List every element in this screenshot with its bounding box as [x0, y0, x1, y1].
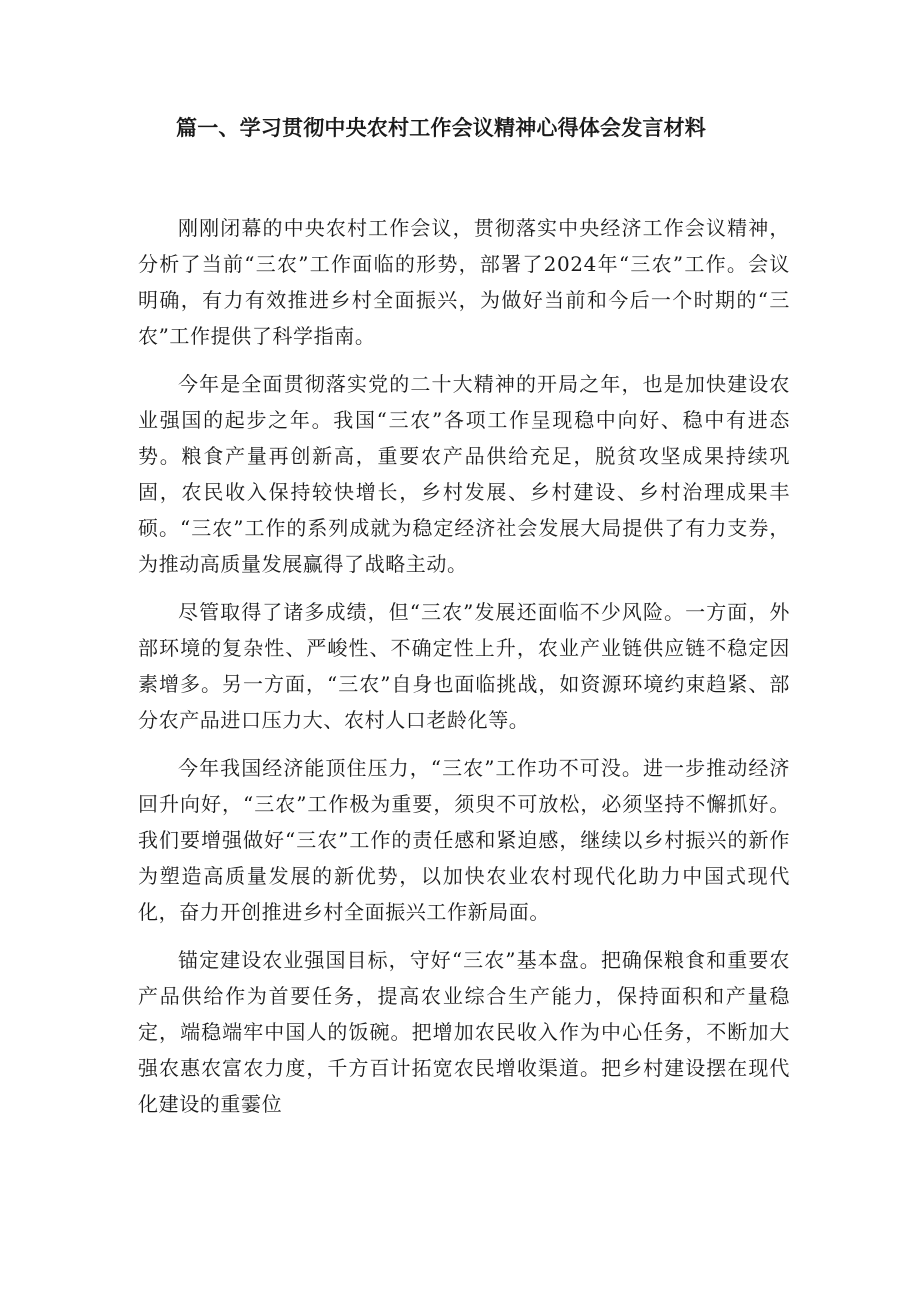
- paragraph: 今年我国经济能顶住压力，“三农”工作功不可没。进一步推动经济回升向好，“三农”工作极为重要，须臾不可放松，必须坚持不懈抓好。我们要增强做好“三农”工作的责任感和紧迫感，继续以乡村振兴的新作为塑造高质量发展的新优势，以加快农业农村现代化助力中国式现代化，奋力开创推进乡村全面振兴工作新局面。: [138, 755, 790, 925]
- paragraph: 今年是全面贯彻落实党的二十大精神的开局之年，也是加快建设农业强国的起步之年。我国“三农”各项工作呈现稳中向好、稳中有进态势。粮食产量再创新高，重要农产品供给充足，脱贫攻坚成果持续巩固，农民收入保持较快增长，乡村发展、乡村建设、乡村治理成果丰硕。“三农”工作的系列成就为稳定经济社会发展大局提供了有力支券，为推动高质量发展赢得了战略主动。: [138, 371, 790, 577]
- paragraph: 锚定建设农业强国目标，守好“三农”基本盘。把确保粮食和重要农产品供给作为首要任务，提高农业综合生产能力，保持面积和产量稳定，端稳端牢中国人的饭碗。把增加农民收入作为中心任务，不断加大强农惠农富农力度，千方百计拓宽农民增收渠道。把乡村建设摆在现代化建设的重霎位: [138, 947, 790, 1117]
- paragraph: 尽管取得了诸多成绩，但“三农”发展还面临不少风险。一方面，外部环境的复杂性、严峻性、不确定性上升，农业产业链供应链不稳定因素增多。另一方面，“三农”自身也面临挑战，如资源环境约束趋紧、部分农产品进口压力大、农村人口老龄化等。: [138, 599, 790, 733]
- document-body: [138, 210, 790, 1134]
- paragraph: 刚刚闭幕的中央农村工作会议，贯彻落实中央经济工作会议精神，分析了当前“三农”工作面临的形势，部署了2024年“三农”工作。会议明确，有力有效推进乡村全面振兴，为做好当前和今后一个时期的“三农”工作提供了科学指南。: [138, 216, 790, 349]
- document-title: 篇一、学习贯彻中央农村工作会议精神心得体会发言材料: [176, 116, 706, 140]
